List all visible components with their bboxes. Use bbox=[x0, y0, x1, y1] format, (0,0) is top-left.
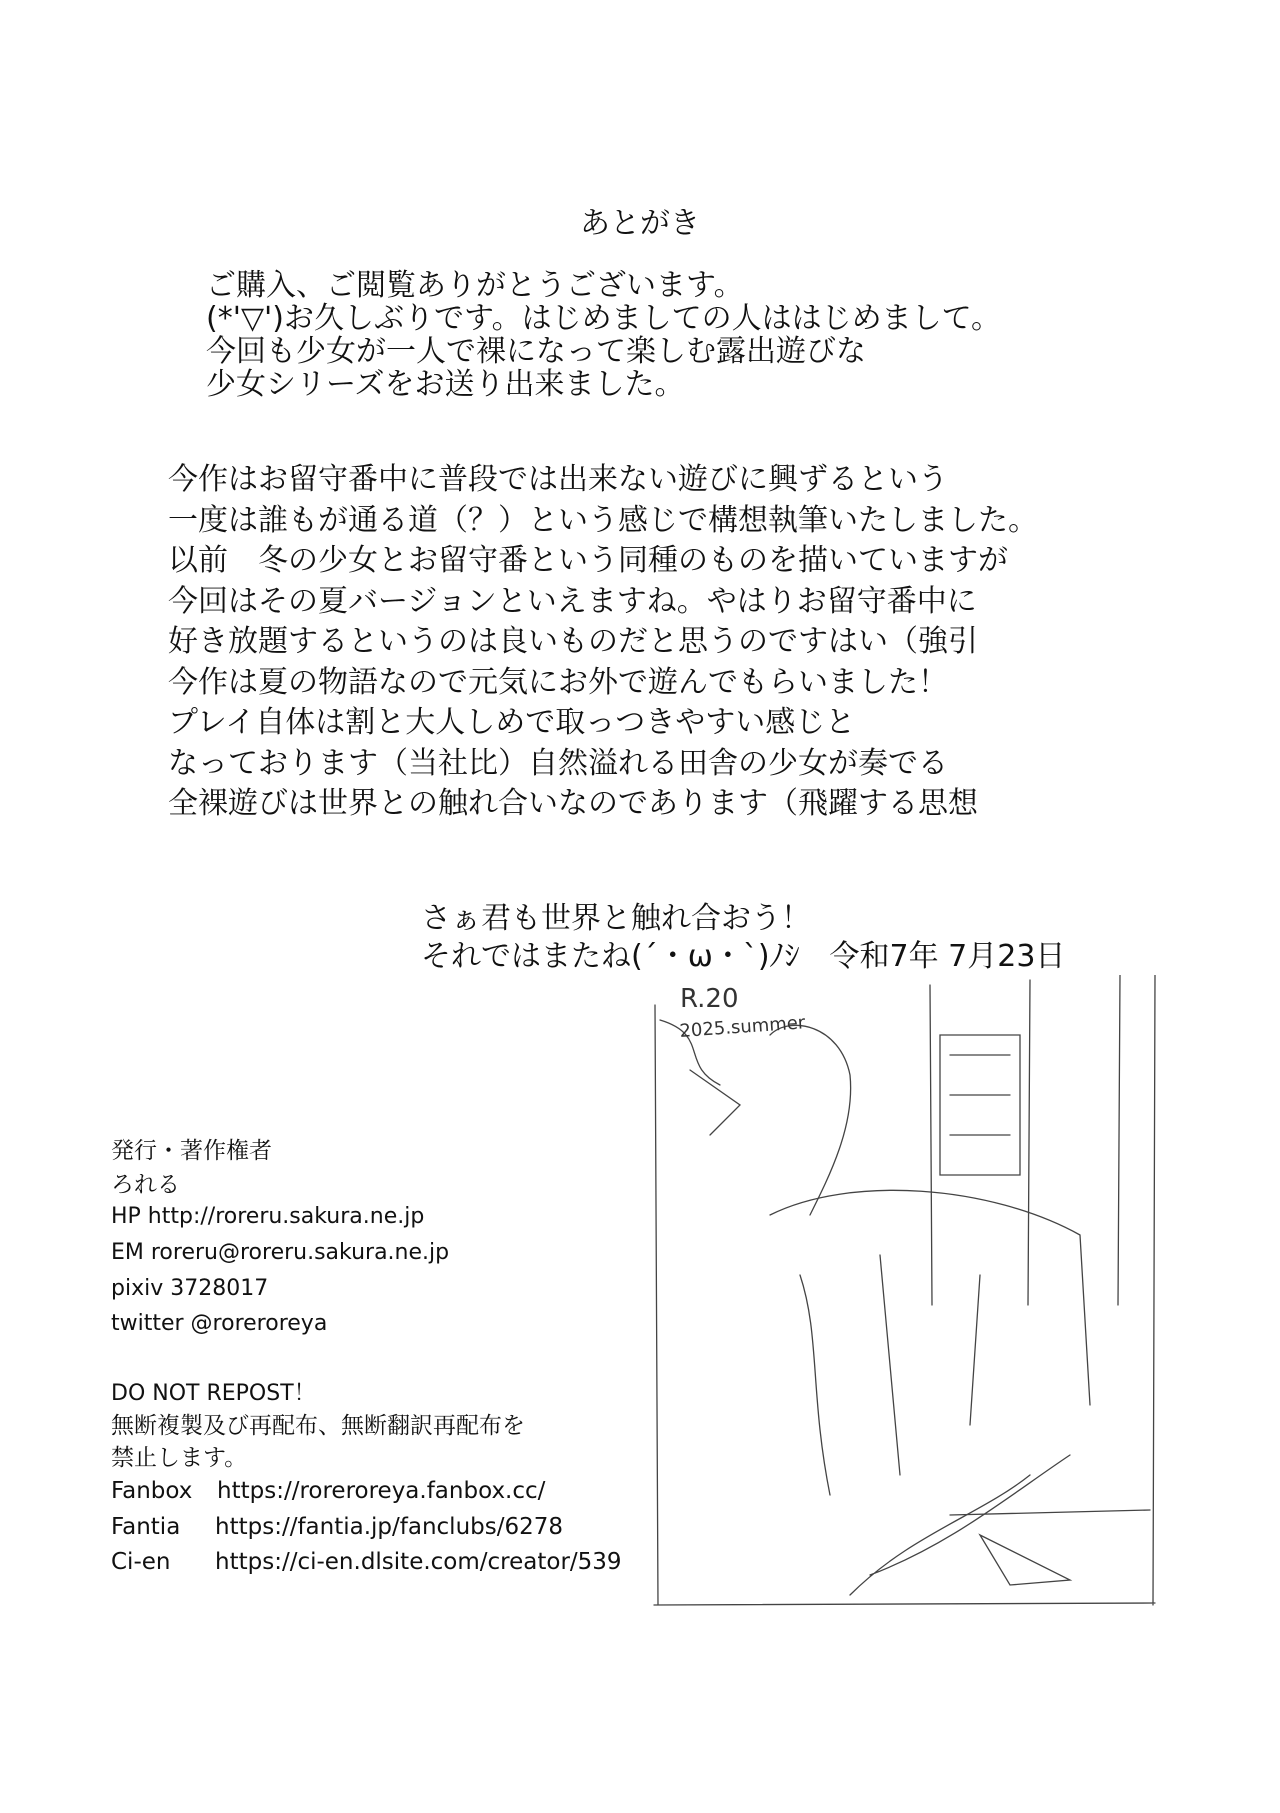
body-line: 以前 冬の少女とお留守番という同種のものを描いていますが bbox=[168, 543, 1008, 578]
email-link[interactable]: EM roreru@roreru.sakura.ne.jp bbox=[111, 1240, 450, 1265]
closing-line: それではまたね(´・ω・`)ﾉｼ 令和7年 7月23日 bbox=[421, 939, 1066, 974]
closing-line: さぁ君も世界と触れ合おう！ bbox=[421, 901, 811, 936]
intro-line: 今回も少女が一人で裸になって楽しむ露出遊びな bbox=[206, 334, 866, 369]
copy-notice: 無断複製及び再配布、無断翻訳再配布を bbox=[111, 1413, 525, 1439]
body-line: 一度は誰もが通る道（？）という感じで構想執筆いたしました。 bbox=[168, 503, 1038, 538]
publisher-heading: 発行・著作権者 bbox=[111, 1138, 272, 1164]
fantia-label: Fantia bbox=[111, 1514, 181, 1540]
sketch-caption: 2025.summer bbox=[678, 1012, 806, 1042]
twitter-handle: twitter @roreroreya bbox=[111, 1311, 328, 1336]
fanbox-row bbox=[111, 1478, 545, 1504]
fanbox-link[interactable]: https://roreroreya.fanbox.cc/ bbox=[217, 1478, 546, 1504]
fantia-row bbox=[111, 1514, 563, 1540]
body-line: 全裸遊びは世界との触れ合いなのであります（飛躍する思想 bbox=[168, 786, 978, 821]
cien-label: Ci-en bbox=[111, 1549, 171, 1575]
body-line: 今作は夏の物語なので元気にお外で遊んでもらいました！ bbox=[168, 665, 948, 700]
sketch-illustration bbox=[650, 975, 1160, 1610]
intro-line: 少女シリーズをお送り出来ました。 bbox=[206, 367, 685, 402]
body-line: 今回はその夏バージョンといえますね。やはりお留守番中に bbox=[168, 584, 977, 619]
body-line: プレイ自体は割と大人しめで取っつきやすい感じと bbox=[168, 705, 856, 740]
intro-line: ご購入、ご閲覧ありがとうございます。 bbox=[206, 268, 744, 303]
fantia-link[interactable]: https://fantia.jp/fanclubs/6278 bbox=[215, 1514, 564, 1540]
repost-notice: DO NOT REPOST！ bbox=[111, 1381, 316, 1406]
body-line: 好き放題するというのは良いものだと思うのですはい（強引 bbox=[168, 624, 978, 659]
copy-notice: 禁止します。 bbox=[111, 1445, 248, 1471]
pixiv-id: pixiv 3728017 bbox=[111, 1276, 269, 1301]
cien-link[interactable]: https://ci-en.dlsite.com/creator/539 bbox=[215, 1549, 622, 1575]
homepage-link[interactable]: HP http://roreru.sakura.ne.jp bbox=[111, 1204, 425, 1229]
cien-row bbox=[111, 1549, 622, 1575]
fanbox-label: Fanbox bbox=[111, 1478, 193, 1504]
page-title: あとがき bbox=[580, 206, 700, 241]
author-name: ろれる bbox=[111, 1172, 180, 1198]
intro-line: (*'▽')お久しぶりです。はじめましての人ははじめまして。 bbox=[206, 301, 1001, 336]
body-line: なっております（当社比）自然溢れる田舎の少女が奏でる bbox=[168, 746, 948, 781]
body-line: 今作はお留守番中に普段では出来ない遊びに興ずるという bbox=[168, 462, 948, 497]
sketch-signature: R.20 bbox=[680, 984, 739, 1014]
